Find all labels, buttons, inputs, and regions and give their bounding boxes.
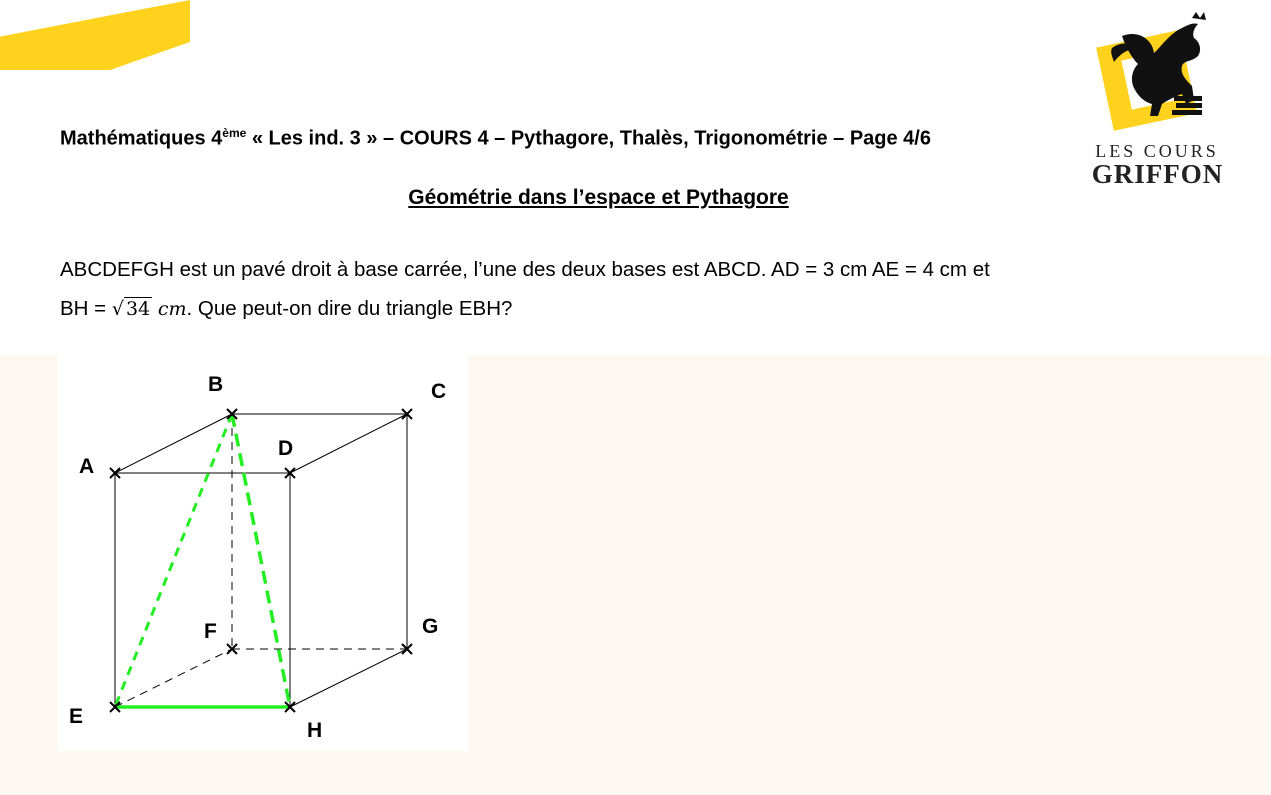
- problem-statement: [60, 250, 1160, 329]
- page-header: [60, 126, 1080, 151]
- statement-bh-prefix: BH =: [60, 297, 112, 320]
- statement-question: . Que peut-on dire du triangle EBH?: [186, 297, 513, 320]
- edge-ab: [115, 414, 232, 473]
- vertex-label-e: E: [69, 705, 84, 728]
- cuboid-figure: [58, 355, 468, 751]
- square-root: √ 34: [111, 298, 151, 320]
- section-title: Géométrie dans l’espace et Pythagore: [408, 186, 789, 209]
- header-superscript: ème: [222, 126, 247, 140]
- vertex-label-h: H: [307, 719, 323, 742]
- vertex-label-f: F: [204, 620, 217, 643]
- vertex-label-g: G: [422, 615, 439, 638]
- decorative-yellow-band: [0, 0, 190, 70]
- header-prefix: Mathématiques 4: [60, 127, 223, 150]
- logo-text-line1: LES COURS: [1095, 141, 1219, 161]
- vertex-label-a: A: [79, 455, 95, 478]
- vertex-label-b: B: [208, 373, 224, 396]
- unit-cm: cm: [157, 298, 187, 320]
- radicand: 34: [125, 298, 151, 320]
- edge-hg: [290, 649, 407, 707]
- vertex-label-d: D: [278, 437, 294, 460]
- edge-dc: [290, 414, 407, 473]
- statement-line-1: ABCDEFGH est un pavé droit à base carrée, l’une des deux bases est ABCD. AD = 3 cm AE = 4 cm et: [60, 258, 990, 281]
- statement-line-2: [60, 289, 1160, 329]
- logo-text-line2: GRIFFON: [1091, 159, 1224, 189]
- cuboid-svg: [58, 355, 468, 751]
- triangle-side-be: [115, 414, 232, 707]
- edge-ef-hidden: [115, 649, 232, 707]
- vertex-label-c: C: [431, 380, 447, 403]
- header-suffix: « Les ind. 3 » – COURS 4 – Pythagore, Thalès, Trigonométrie – Page 4/6: [246, 127, 931, 150]
